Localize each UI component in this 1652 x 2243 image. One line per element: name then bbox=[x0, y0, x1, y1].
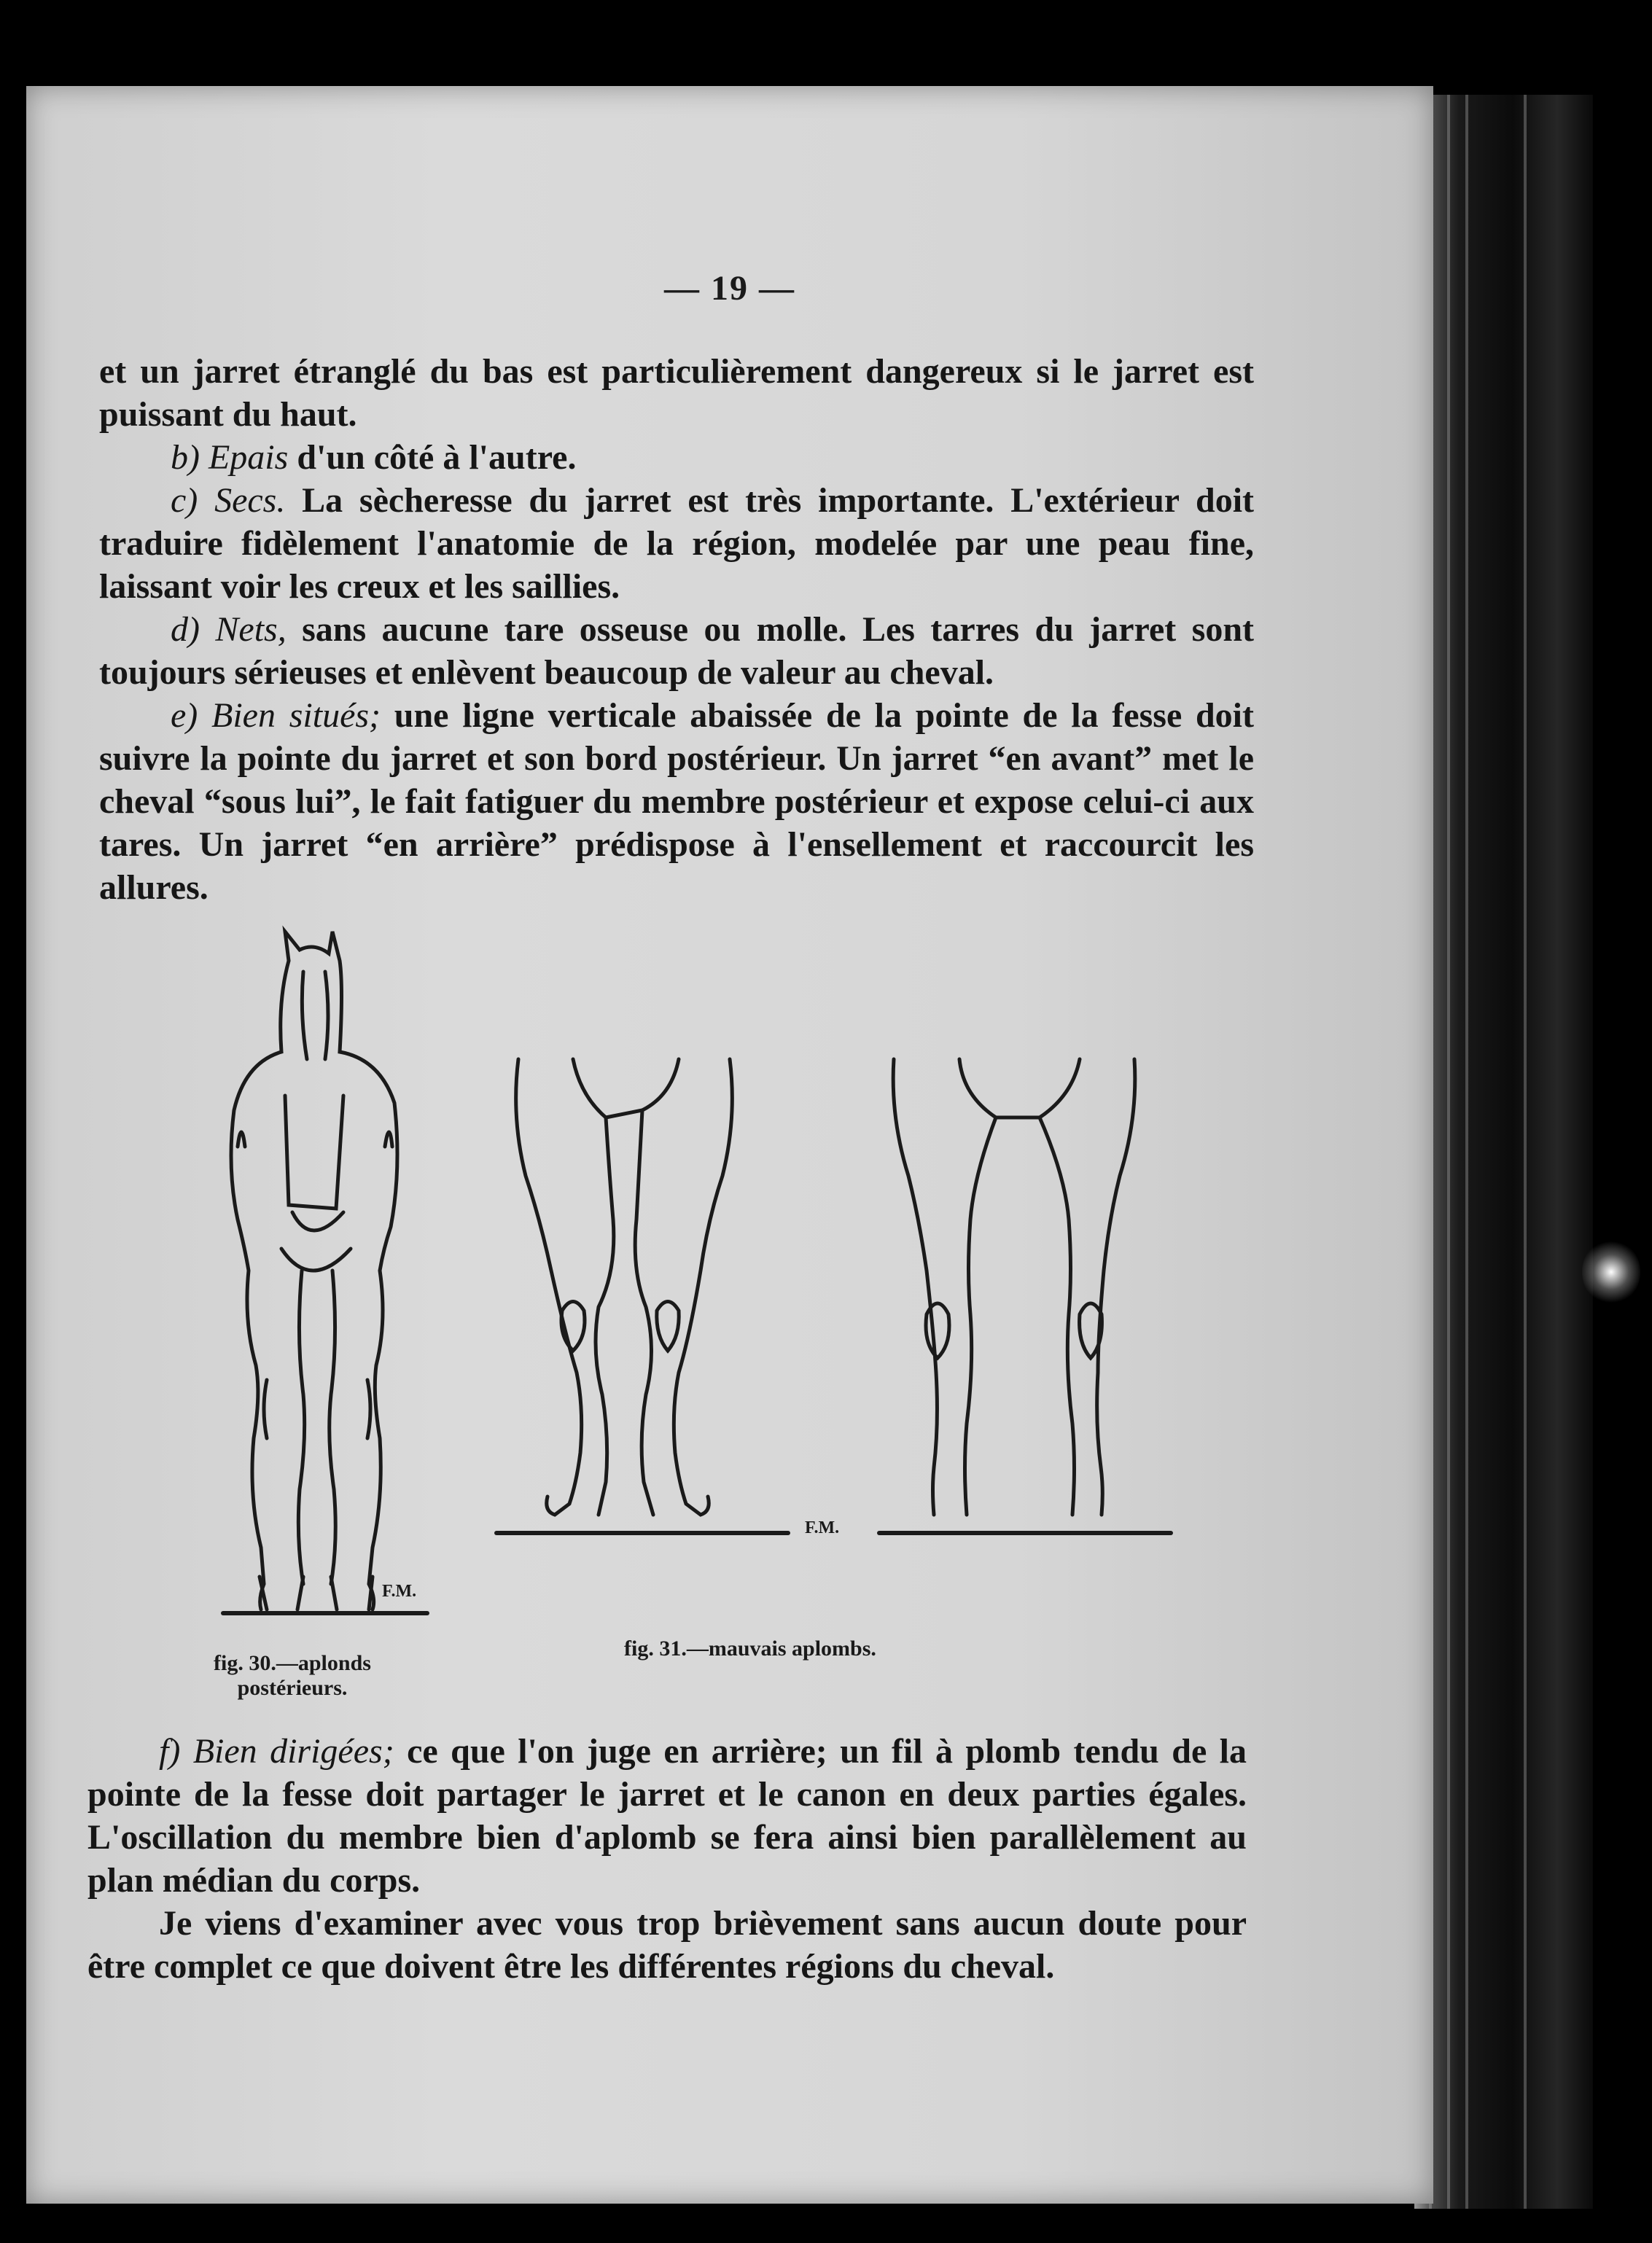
book-page-edges bbox=[1414, 95, 1593, 2209]
page-edge-line bbox=[1465, 95, 1468, 2209]
item-label-c: c) Secs. bbox=[171, 481, 286, 520]
page-edge-line bbox=[1524, 95, 1527, 2209]
caption-prefix: fig. bbox=[624, 1637, 654, 1661]
horse-rear-drawing bbox=[194, 928, 486, 1657]
item-label-b: b) Epais bbox=[171, 438, 289, 477]
paragraph-text: sans aucune tare osseuse ou molle. Les tarres du jarret sont toujours sérieuses et enlèvent beaucoup de valeur au cheval. bbox=[99, 610, 1254, 692]
top-text-block bbox=[99, 350, 1254, 909]
paragraph-b-epais bbox=[99, 436, 1254, 479]
caption-text: 31.—mauvais bbox=[659, 1637, 787, 1661]
bottom-text-block bbox=[87, 1730, 1247, 1988]
item-label-e: e) Bien situés; bbox=[171, 696, 381, 735]
paragraph-conclusion bbox=[87, 1902, 1247, 1988]
paragraph-text: une ligne verticale abaissée de la pointe de la fesse doit suivre la pointe du jarret et son bord postérieur. Un jarret “en avant” met le cheval “sous lui”, le fait fatiguer du membre postérieur et expose celui-ci aux tares. Un jarret “en arrière” prédispose à l'ensellement et raccourcit les allures. bbox=[99, 696, 1254, 907]
item-label-d: d) Nets, bbox=[171, 610, 287, 649]
caption-line: fig. 30.—aplonds bbox=[214, 1651, 371, 1675]
paragraph-f-bien-dirigees bbox=[87, 1730, 1247, 1902]
caption-emphasis: aplombs. bbox=[792, 1637, 876, 1661]
artist-initials: F.M. bbox=[382, 1582, 417, 1601]
item-label-f: f) Bien dirigées; bbox=[159, 1732, 394, 1771]
hind-legs-drawing-right bbox=[872, 1030, 1178, 1540]
paragraph-e-bien-situes bbox=[99, 694, 1254, 909]
artist-initials: F.M. bbox=[805, 1518, 840, 1537]
paragraph-text: et un jarret étranglé du bas est particulièrement dangereux si le jarret est puissant du haut. bbox=[99, 352, 1254, 434]
paragraph-jarret-continued bbox=[99, 350, 1254, 436]
page-number: — 19 — bbox=[664, 269, 795, 308]
hind-legs-drawing-left bbox=[482, 1030, 795, 1540]
paragraph-text: Je viens d'examiner avec vous trop brièvement sans aucun doute pour être complet ce que doivent être les différentes régions du cheval. bbox=[87, 1904, 1247, 1986]
paragraph-c-secs bbox=[99, 479, 1254, 608]
paragraph-text: La sècheresse du jarret est très importante. L'extérieur doit traduire fidèlement l'anatomie de la région, modelée par une peau fine, laissant voir les creux et les saillies. bbox=[99, 481, 1255, 606]
page-edge-line bbox=[1447, 95, 1450, 2209]
figure-31-caption bbox=[624, 1637, 1061, 1661]
figure-30-caption bbox=[187, 1651, 398, 1701]
book-page bbox=[26, 86, 1433, 2204]
paragraph-text: d'un côté à l'autre. bbox=[288, 438, 577, 477]
caption-line: postérieurs. bbox=[237, 1676, 348, 1700]
paragraph-d-nets bbox=[99, 608, 1254, 694]
paragraph-text: ce que l'on juge en arrière; un fil à plomb tendu de la pointe de la fesse doit partager le jarret et le canon en deux parties égales. L'oscillation du membre bien d'aplomb se fera ainsi bien parallèlement au plan médian du corps. bbox=[87, 1732, 1247, 1900]
light-glare bbox=[1582, 1239, 1640, 1305]
